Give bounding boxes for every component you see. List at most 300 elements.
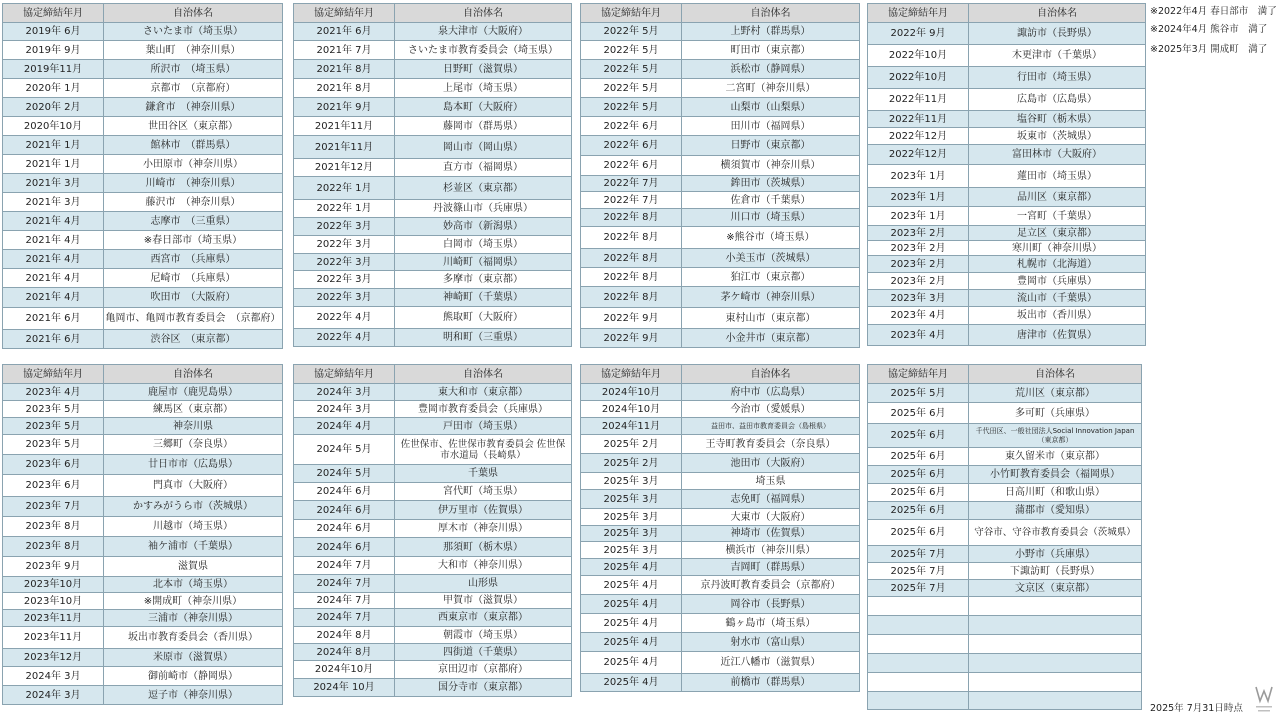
table-row	[581, 526, 860, 542]
municipality-name-cell: 京丹波町教育委員会（京都府）	[682, 576, 860, 595]
table-row	[581, 384, 860, 401]
municipality-name-cell: 島本町（大阪府）	[395, 98, 572, 117]
table-row	[294, 418, 572, 435]
agreement-date-cell: 2025年 3月	[581, 526, 682, 542]
table-row	[294, 435, 572, 465]
table-row	[3, 517, 283, 537]
municipality-name-cell: 小金井市（東京都）	[682, 329, 860, 348]
table-row	[581, 249, 860, 268]
municipality-name-cell: 狛江市（東京都）	[682, 268, 860, 287]
agreement-date-cell: 2023年11月	[3, 627, 104, 649]
agreement-date-cell: 2022年 8月	[581, 209, 682, 227]
municipality-name-cell: 茅ケ崎市（神奈川県）	[682, 287, 860, 308]
agreement-date-cell: 2023年 8月	[3, 537, 104, 557]
agreement-date-cell: 2023年12月	[3, 649, 104, 667]
table-row	[294, 60, 572, 79]
table-row	[581, 192, 860, 209]
agreement-date-cell: 2022年 8月	[581, 227, 682, 249]
table-row	[868, 307, 1146, 325]
municipality-name-cell: 日野市（東京都）	[682, 136, 860, 156]
municipality-name-cell: 札幌市（北海道）	[969, 256, 1146, 273]
municipality-name-cell: 山形県	[395, 575, 572, 593]
table-row	[3, 79, 283, 98]
municipality-name-cell: 富田林市（大阪府）	[969, 145, 1146, 165]
header-date-column: 協定締結年月	[3, 365, 104, 384]
agreement-date-cell: 2025年 4月	[581, 674, 682, 692]
table-row	[581, 98, 860, 117]
municipality-name-cell: 直方市（福岡県）	[395, 159, 572, 177]
table-row	[581, 633, 860, 652]
table-row	[581, 490, 860, 509]
table-row	[294, 159, 572, 177]
table-row	[581, 117, 860, 136]
table-row	[294, 679, 572, 697]
table-row	[3, 41, 283, 60]
table-row	[868, 424, 1142, 448]
table-header	[294, 365, 572, 384]
agreement-date-cell: 2024年 4月	[294, 418, 395, 435]
municipality-name-cell: 浜松市（静岡県）	[682, 60, 860, 79]
agreement-date-cell: 2023年10月	[3, 593, 104, 610]
table-row	[3, 174, 283, 193]
agreement-date-cell: 2025年 2月	[581, 454, 682, 473]
agreement-date-cell: 2021年 6月	[3, 330, 104, 349]
municipality-name-cell: 岡谷市（長野県）	[682, 595, 860, 614]
agreement-date-cell: 2022年 8月	[581, 287, 682, 308]
municipality-name-cell: 佐世保市、佐世保市教育委員会 佐世保市水道局（長崎県）	[395, 435, 572, 465]
table-row	[3, 577, 283, 593]
agreement-date-cell: 2022年12月	[868, 128, 969, 145]
table-row	[581, 287, 860, 308]
agreement-date-cell: 2025年 4月	[581, 576, 682, 595]
agreement-date-cell: 2022年10月	[868, 67, 969, 89]
municipality-name-cell: 府中市（広島県）	[682, 384, 860, 401]
brand-logo-icon	[1253, 683, 1275, 717]
municipality-name-cell: 唐津市（佐賀県）	[969, 325, 1146, 346]
municipality-name-cell: 世田谷区（東京都）	[104, 117, 283, 136]
agreement-date-cell: 2024年 10月	[294, 679, 395, 697]
municipality-name-cell: 二宮町（神奈川県）	[682, 79, 860, 98]
municipality-name-cell: 前橋市（群馬県）	[682, 674, 860, 692]
agreement-date-cell: 2024年11月	[581, 418, 682, 435]
table-row	[581, 209, 860, 227]
agreement-date-cell: 2025年 3月	[581, 490, 682, 509]
table-row	[3, 401, 283, 418]
table-row	[581, 401, 860, 418]
municipality-name-cell: 米原市（滋賀県）	[104, 649, 283, 667]
municipality-name-cell: 埼玉県	[682, 473, 860, 490]
table-row	[581, 576, 860, 595]
table-row	[581, 509, 860, 526]
agreement-date-cell: 2025年 7月	[868, 563, 969, 580]
agreement-date-cell	[868, 654, 969, 673]
municipality-name-cell: 山梨市（山梨県）	[682, 98, 860, 117]
agreement-date-cell: 2021年 4月	[3, 269, 104, 288]
agreement-date-cell: 2023年 1月	[868, 207, 969, 226]
header-date-column: 協定締結年月	[581, 4, 682, 23]
agreement-table-6	[293, 364, 572, 697]
agreement-date-cell: 2024年 6月	[294, 483, 395, 501]
table-header	[868, 365, 1142, 384]
municipality-name-cell: 神崎町（千葉県）	[395, 289, 572, 307]
municipality-name-cell: 一宮町（千葉県）	[969, 207, 1146, 226]
table-row	[3, 384, 283, 401]
agreement-date-cell: 2021年11月	[294, 136, 395, 159]
agreement-date-cell: 2020年10月	[3, 117, 104, 136]
table-row	[3, 475, 283, 497]
table-row	[868, 256, 1146, 273]
municipality-name-cell: 吉岡町（群馬県）	[682, 559, 860, 576]
header-name-column: 自治体名	[104, 365, 283, 384]
table-row	[581, 542, 860, 559]
agreement-table-3	[580, 3, 860, 348]
expiry-note: ※2022年4月 春日部市 満了	[1150, 6, 1277, 17]
municipality-name-cell: 東村山市（東京都）	[682, 308, 860, 329]
table-row	[294, 520, 572, 538]
table-row	[868, 89, 1146, 111]
agreement-date-cell: 2023年 7月	[3, 497, 104, 517]
municipality-name-cell: 田川市（福岡県）	[682, 117, 860, 136]
municipality-name-cell: 京田辺市（京都府）	[395, 661, 572, 679]
municipality-name-cell: 白岡市（埼玉県）	[395, 236, 572, 254]
municipality-name-cell: 寒川町（神奈川県）	[969, 241, 1146, 256]
agreement-date-cell: 2024年10月	[581, 401, 682, 418]
municipality-name-cell: 益田市、益田市教育委員会（島根県）	[682, 418, 860, 435]
agreement-date-cell: 2024年 3月	[294, 401, 395, 418]
agreement-date-cell: 2021年 4月	[3, 212, 104, 231]
municipality-name-cell: 小野市（兵庫県）	[969, 546, 1142, 563]
agreement-date-cell: 2023年 2月	[868, 226, 969, 241]
municipality-name-cell: 泉大津市（大阪府）	[395, 23, 572, 41]
table-row	[3, 557, 283, 577]
table-row	[868, 165, 1146, 188]
municipality-name-cell: 佐倉市（千葉県）	[682, 192, 860, 209]
table-row	[3, 330, 283, 349]
agreement-date-cell	[868, 673, 969, 692]
agreement-date-cell: 2024年 3月	[3, 686, 104, 705]
agreement-date-cell: 2022年 5月	[581, 60, 682, 79]
municipality-name-cell: 東大和市（東京都）	[395, 384, 572, 401]
municipality-name-cell: 所沢市 （埼玉県）	[104, 60, 283, 79]
municipality-name-cell: 宮代町（埼玉県）	[395, 483, 572, 501]
municipality-name-cell: 多可町（兵庫県）	[969, 403, 1142, 424]
agreement-date-cell: 2025年 6月	[868, 403, 969, 424]
table-row	[294, 557, 572, 575]
municipality-name-cell: 小竹町教育委員会（福岡県）	[969, 466, 1142, 484]
agreement-date-cell: 2021年 7月	[294, 41, 395, 60]
table-row	[868, 207, 1146, 226]
table-row	[868, 563, 1142, 580]
table-row	[581, 60, 860, 79]
table-row	[581, 227, 860, 249]
municipality-name-cell: 上野村（群馬県）	[682, 23, 860, 41]
municipality-name-cell: 豊岡市教育委員会（兵庫県）	[395, 401, 572, 418]
table-row	[581, 23, 860, 41]
table-row	[3, 435, 283, 455]
agreement-date-cell: 2024年 7月	[294, 557, 395, 575]
municipality-name-cell: 近江八幡市（滋賀県）	[682, 652, 860, 674]
agreement-date-cell	[868, 635, 969, 654]
agreement-date-cell: 2025年 4月	[581, 595, 682, 614]
agreement-date-cell: 2023年 2月	[868, 256, 969, 273]
municipality-name-cell: ※熊谷市（埼玉県）	[682, 227, 860, 249]
agreement-date-cell: 2025年 4月	[581, 652, 682, 674]
table-row	[3, 418, 283, 435]
table-row	[3, 60, 283, 79]
municipality-name-cell: 文京区（東京都）	[969, 580, 1142, 597]
table-row	[868, 241, 1146, 256]
agreement-date-cell: 2023年 2月	[868, 241, 969, 256]
municipality-name-cell: 三浦市（神奈川県）	[104, 610, 283, 627]
agreement-date-cell: 2022年 9月	[581, 329, 682, 348]
table-row	[294, 538, 572, 557]
table-row	[3, 288, 283, 308]
table-row	[3, 610, 283, 627]
municipality-name-cell: 妙高市（新潟県）	[395, 218, 572, 236]
municipality-name-cell: 那須町（栃木県）	[395, 538, 572, 557]
agreement-date-cell: 2024年10月	[581, 384, 682, 401]
agreement-date-cell: 2021年 8月	[294, 79, 395, 98]
agreement-date-cell: 2022年 6月	[581, 156, 682, 176]
municipality-name-cell: 川口市（埼玉県）	[682, 209, 860, 227]
table-row	[294, 483, 572, 501]
municipality-name-cell: 志摩市 （三重県）	[104, 212, 283, 231]
agreement-date-cell: 2025年 7月	[868, 546, 969, 563]
municipality-name-cell: かすみがうら市（茨城県）	[104, 497, 283, 517]
agreement-date-cell: 2025年 3月	[581, 542, 682, 559]
table-row	[3, 269, 283, 288]
agreement-date-cell: 2023年 4月	[868, 325, 969, 346]
header-date-column: 協定締結年月	[294, 365, 395, 384]
municipality-name-cell: 京都市 （京都府）	[104, 79, 283, 98]
table-row	[868, 466, 1142, 484]
municipality-name-cell: 行田市（埼玉県）	[969, 67, 1146, 89]
municipality-name-cell: 鶴ヶ島市（埼玉県）	[682, 614, 860, 633]
table-row	[868, 384, 1142, 403]
table-row	[581, 329, 860, 348]
agreement-date-cell: 2023年10月	[3, 577, 104, 593]
agreement-date-cell: 2022年 9月	[581, 308, 682, 329]
municipality-name-cell: 伊万里市（佐賀県）	[395, 501, 572, 520]
agreement-date-cell: 2023年 2月	[868, 273, 969, 290]
table-row	[294, 79, 572, 98]
municipality-name-cell: 門真市（大阪府）	[104, 475, 283, 497]
agreement-table-2	[293, 3, 572, 347]
municipality-name-cell	[969, 654, 1142, 673]
municipality-name-cell: 王寺町教育委員会（奈良県）	[682, 435, 860, 454]
municipality-name-cell: ※開成町（神奈川県）	[104, 593, 283, 610]
municipality-name-cell: 守谷市、守谷市教育委員会（茨城県）	[969, 520, 1142, 546]
agreement-date-cell: 2022年 4月	[294, 307, 395, 329]
agreement-date-cell	[868, 616, 969, 635]
municipality-name-cell: 日野町（滋賀県）	[395, 60, 572, 79]
municipality-name-cell: 小田原市（神奈川県）	[104, 155, 283, 174]
table-header	[3, 4, 283, 23]
table-row	[868, 128, 1146, 145]
table-row	[581, 176, 860, 192]
table-row	[868, 616, 1142, 635]
header-name-column: 自治体名	[682, 4, 860, 23]
agreement-date-cell: 2023年 6月	[3, 475, 104, 497]
header-name-column: 自治体名	[969, 4, 1146, 23]
municipality-name-cell: 坂東市（茨城県）	[969, 128, 1146, 145]
municipality-name-cell: 袖ケ浦市（千葉県）	[104, 537, 283, 557]
agreement-date-cell: 2022年10月	[868, 45, 969, 67]
agreement-date-cell: 2022年 5月	[581, 79, 682, 98]
municipality-name-cell: 戸田市（埼玉県）	[395, 418, 572, 435]
municipality-name-cell: 坂出市（香川県）	[969, 307, 1146, 325]
agreement-date-cell: 2024年 6月	[294, 538, 395, 557]
table-header	[581, 4, 860, 23]
agreement-date-cell: 2023年 5月	[3, 418, 104, 435]
municipality-name-cell: 日高川町（和歌山県）	[969, 484, 1142, 502]
agreement-date-cell: 2025年 3月	[581, 473, 682, 490]
municipality-name-cell: 上尾市（埼玉県）	[395, 79, 572, 98]
agreement-date-cell: 2022年 7月	[581, 192, 682, 209]
table-row	[868, 597, 1142, 616]
municipality-name-cell: 厚木市（神奈川県）	[395, 520, 572, 538]
municipality-name-cell: 射水市（富山県）	[682, 633, 860, 652]
municipality-name-cell: 志免町（福岡県）	[682, 490, 860, 509]
municipality-name-cell: 千葉県	[395, 465, 572, 483]
municipality-name-cell: 渋谷区 （東京都）	[104, 330, 283, 349]
municipality-name-cell: 荒川区（東京都）	[969, 384, 1142, 403]
municipality-name-cell: 四街道（千葉県）	[395, 644, 572, 661]
table-row	[294, 501, 572, 520]
agreement-date-cell: 2023年 3月	[868, 290, 969, 307]
table-row	[294, 177, 572, 200]
table-row	[868, 692, 1142, 710]
municipality-name-cell: 品川区（東京都）	[969, 188, 1146, 207]
agreement-date-cell: 2025年 6月	[868, 484, 969, 502]
agreement-date-cell: 2021年 6月	[294, 23, 395, 41]
table-row	[868, 484, 1142, 502]
agreement-date-cell: 2025年 7月	[868, 580, 969, 597]
agreement-date-cell: 2022年 3月	[294, 289, 395, 307]
municipality-name-cell: 葉山町 （神奈川県）	[104, 41, 283, 60]
table-row	[581, 454, 860, 473]
table-row	[868, 546, 1142, 563]
municipality-name-cell: 蒲郡市（愛知県）	[969, 502, 1142, 520]
agreement-date-cell: 2021年 4月	[3, 288, 104, 308]
header-name-column: 自治体名	[395, 365, 572, 384]
agreement-date-cell: 2024年 6月	[294, 501, 395, 520]
municipality-name-cell: 小美玉市（茨城県）	[682, 249, 860, 268]
municipality-name-cell: 吹田市 （大阪府）	[104, 288, 283, 308]
municipality-name-cell: 広島市（広島県）	[969, 89, 1146, 111]
municipality-name-cell: 滋賀県	[104, 557, 283, 577]
municipality-name-cell: 鎌倉市 （神奈川県）	[104, 98, 283, 117]
municipality-name-cell: 横須賀市（神奈川県）	[682, 156, 860, 176]
agreement-date-cell: 2019年 6月	[3, 23, 104, 41]
table-row	[294, 23, 572, 41]
table-row	[3, 98, 283, 117]
agreement-table-4	[867, 3, 1146, 346]
agreement-date-cell	[868, 692, 969, 710]
table-row	[294, 117, 572, 136]
agreement-date-cell: 2025年 4月	[581, 559, 682, 576]
table-row	[868, 111, 1146, 128]
table-row	[868, 580, 1142, 597]
agreement-date-cell: 2024年10月	[294, 661, 395, 679]
agreement-date-cell: 2025年 6月	[868, 448, 969, 466]
agreement-date-cell: 2022年 1月	[294, 200, 395, 218]
agreement-date-cell: 2022年 5月	[581, 23, 682, 41]
agreement-date-cell: 2022年 6月	[581, 117, 682, 136]
agreement-date-cell: 2024年 7月	[294, 575, 395, 593]
header-name-column: 自治体名	[969, 365, 1142, 384]
header-date-column: 協定締結年月	[294, 4, 395, 23]
agreement-date-cell: 2023年 9月	[3, 557, 104, 577]
table-row	[3, 455, 283, 475]
municipality-name-cell: 練馬区（東京都）	[104, 401, 283, 418]
agreement-date-cell: 2024年 3月	[3, 667, 104, 686]
table-row	[294, 401, 572, 418]
table-row	[868, 226, 1146, 241]
table-row	[294, 609, 572, 627]
table-row	[3, 23, 283, 41]
agreement-table-1	[2, 3, 283, 349]
municipality-name-cell: 朝霞市（埼玉県）	[395, 627, 572, 644]
municipality-name-cell: 藤岡市（群馬県）	[395, 117, 572, 136]
table-row	[294, 236, 572, 254]
table-row	[868, 45, 1146, 67]
municipality-name-cell	[969, 597, 1142, 616]
agreement-date-cell: 2022年 6月	[581, 136, 682, 156]
municipality-name-cell	[969, 616, 1142, 635]
municipality-name-cell: 藤沢市 （神奈川県）	[104, 193, 283, 212]
municipality-name-cell: 熊取町（大阪府）	[395, 307, 572, 329]
table-row	[581, 41, 860, 60]
agreement-date-cell: 2023年 1月	[868, 165, 969, 188]
table-row	[294, 136, 572, 159]
table-row	[3, 231, 283, 250]
agreement-date-cell: 2021年 3月	[3, 174, 104, 193]
municipality-name-cell: 町田市（東京都）	[682, 41, 860, 60]
agreement-date-cell: 2021年 4月	[3, 231, 104, 250]
municipality-name-cell: 坂出市教育委員会（香川県）	[104, 627, 283, 649]
agreement-date-cell: 2025年 6月	[868, 466, 969, 484]
municipality-name-cell: 川崎町（福岡県）	[395, 254, 572, 271]
agreement-date-cell: 2021年 1月	[3, 155, 104, 174]
table-row	[581, 473, 860, 490]
table-row	[868, 325, 1146, 346]
table-row	[868, 67, 1146, 89]
municipality-name-cell: 大和市（神奈川県）	[395, 557, 572, 575]
municipality-name-cell: 亀岡市、亀岡市教育委員会 （京都府）	[104, 308, 283, 330]
agreement-date-cell: 2021年11月	[294, 117, 395, 136]
table-row	[3, 250, 283, 269]
agreement-date-cell: 2022年 3月	[294, 271, 395, 289]
municipality-name-cell: 塩谷町（栃木県）	[969, 111, 1146, 128]
agreement-date-cell: 2024年 6月	[294, 520, 395, 538]
agreement-date-cell: 2022年 8月	[581, 249, 682, 268]
table-row	[581, 156, 860, 176]
agreement-date-cell: 2023年 4月	[868, 307, 969, 325]
agreement-date-cell: 2019年 9月	[3, 41, 104, 60]
agreement-table-7	[580, 364, 860, 692]
table-row	[294, 254, 572, 271]
table-row	[294, 271, 572, 289]
table-row	[3, 308, 283, 330]
agreement-date-cell: 2024年 7月	[294, 593, 395, 609]
table-row	[294, 289, 572, 307]
table-row	[581, 652, 860, 674]
agreement-date-cell: 2022年 5月	[581, 98, 682, 117]
table-row	[868, 273, 1146, 290]
table-row	[3, 497, 283, 517]
municipality-name-cell: 神埼市（佐賀県）	[682, 526, 860, 542]
